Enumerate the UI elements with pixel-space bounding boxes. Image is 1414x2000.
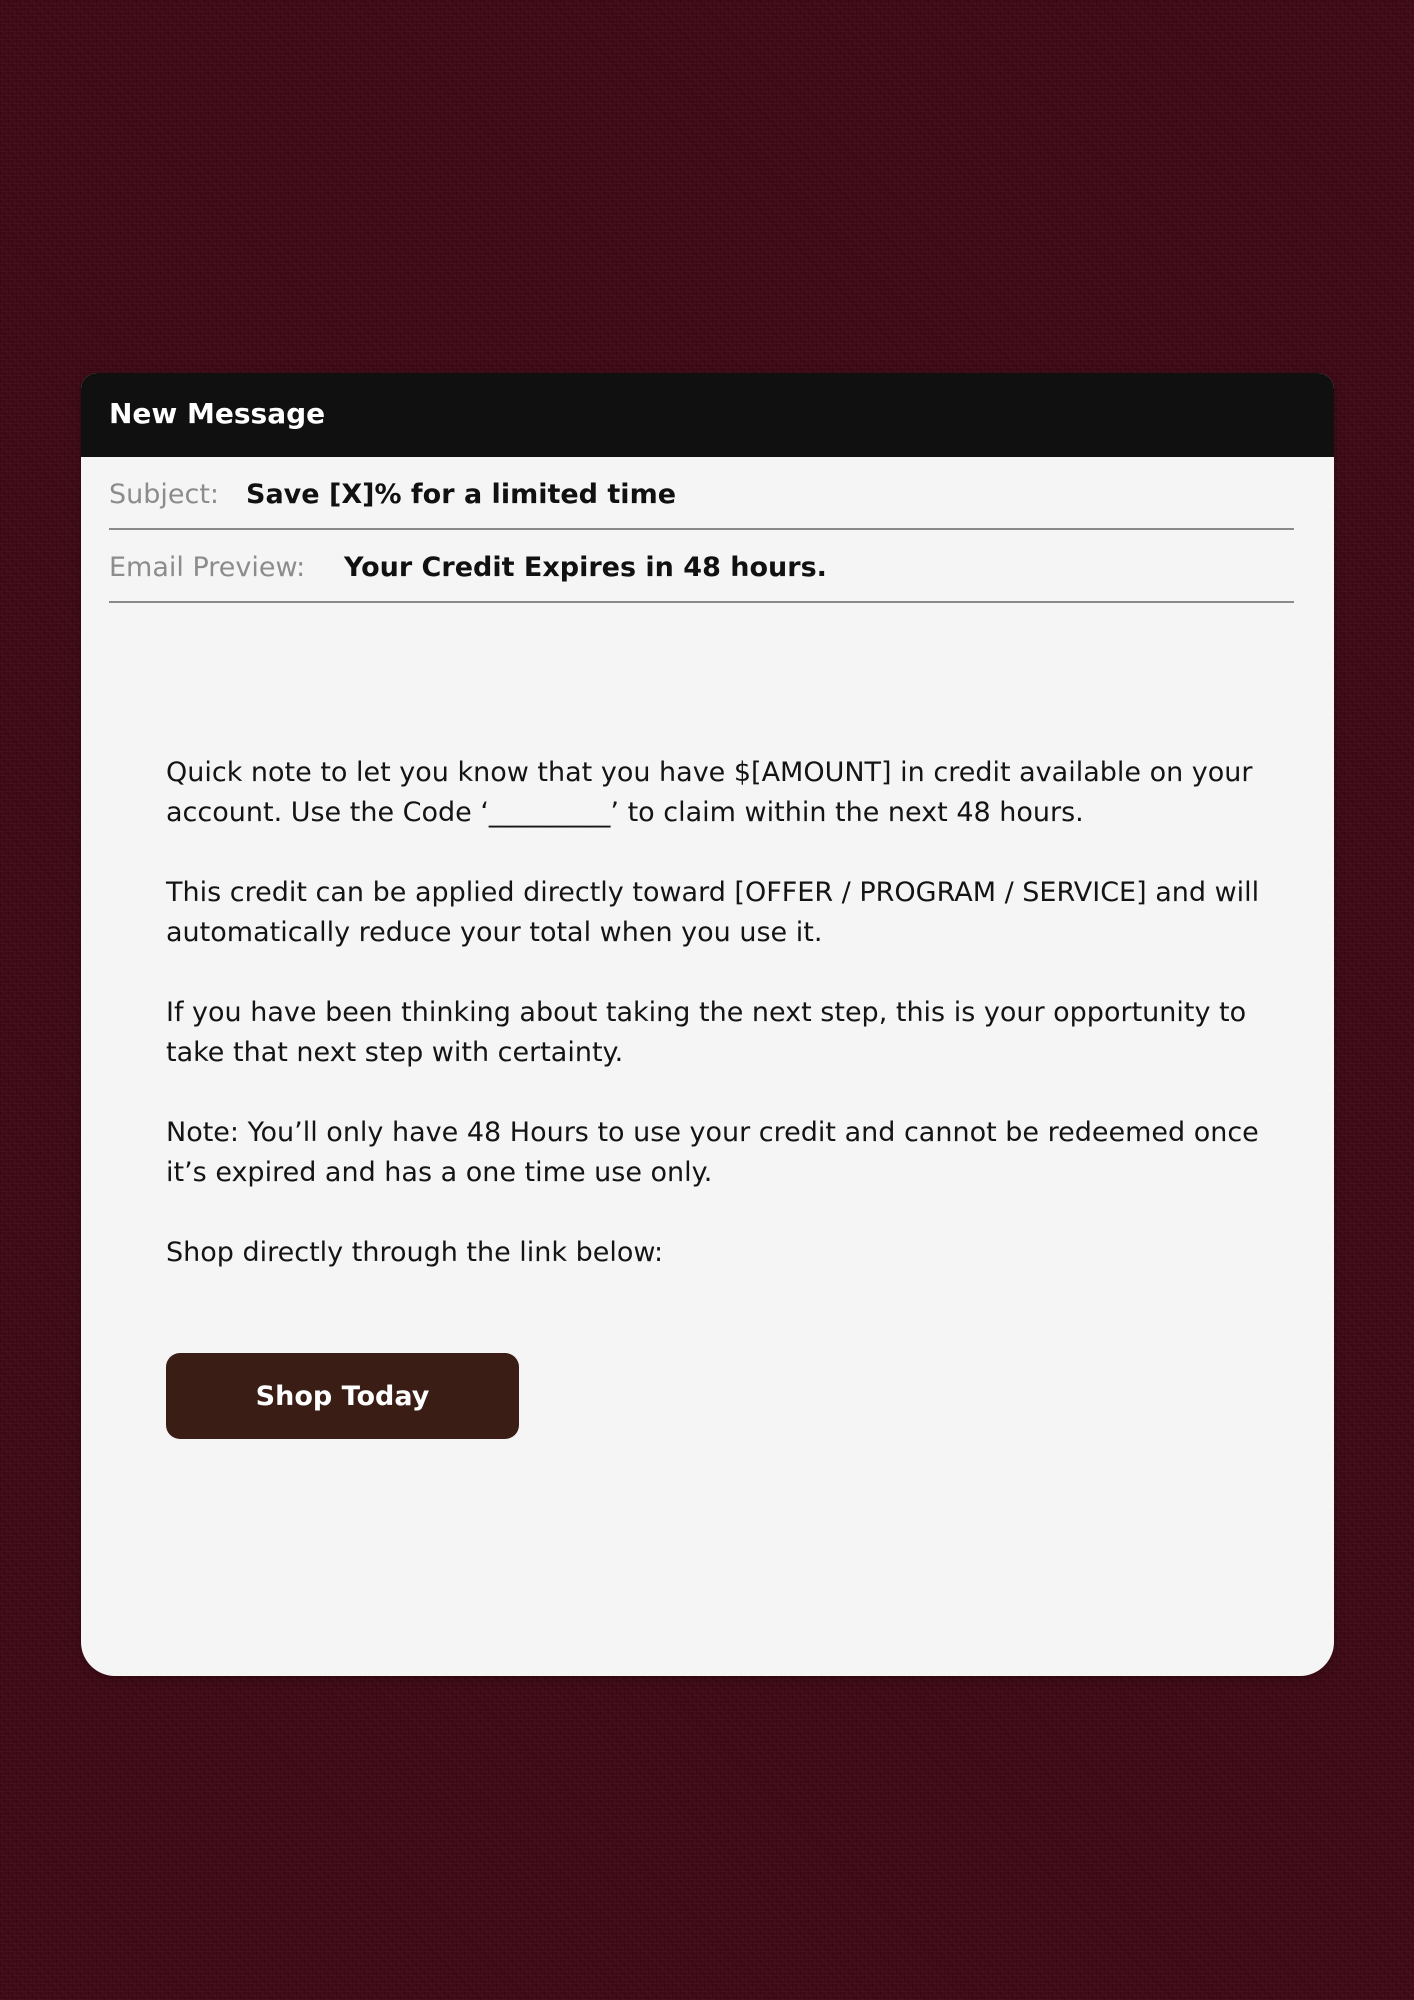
shop-today-button[interactable]: Shop Today [166, 1353, 519, 1439]
window-title: New Message [109, 397, 326, 430]
body-paragraph-apply: This credit can be applied directly toward [OFFER / PROGRAM / SERVICE] and will automatically reduce your total when you use it. [166, 877, 1260, 948]
message-body[interactable] [166, 753, 1276, 1313]
email-preview-value[interactable]: Your Credit Expires in 48 hours. [344, 552, 827, 583]
body-paragraph-shop-link: Shop directly through the link below: [166, 1237, 664, 1268]
email-preview-label: Email Preview: [109, 552, 306, 583]
email-preview-field[interactable] [109, 530, 1294, 603]
title-bar [81, 373, 1334, 457]
body-paragraph-credit: Quick note to let you know that you have $[AMOUNT] in credit available on your account. Use the Code ‘_________’ to claim within the next 48 hours. [166, 757, 1253, 828]
body-paragraph-next-step: If you have been thinking about taking the next step, this is your opportunity to take that next step with certainty. [166, 997, 1247, 1068]
compose-window [81, 373, 1334, 1676]
subject-field[interactable] [109, 457, 1294, 530]
subject-label: Subject: [109, 479, 220, 510]
body-paragraph-note: Note: You’ll only have 48 Hours to use your credit and cannot be redeemed once it’s expired and has a one time use only. [166, 1117, 1259, 1188]
subject-value[interactable]: Save [X]% for a limited time [246, 479, 677, 510]
